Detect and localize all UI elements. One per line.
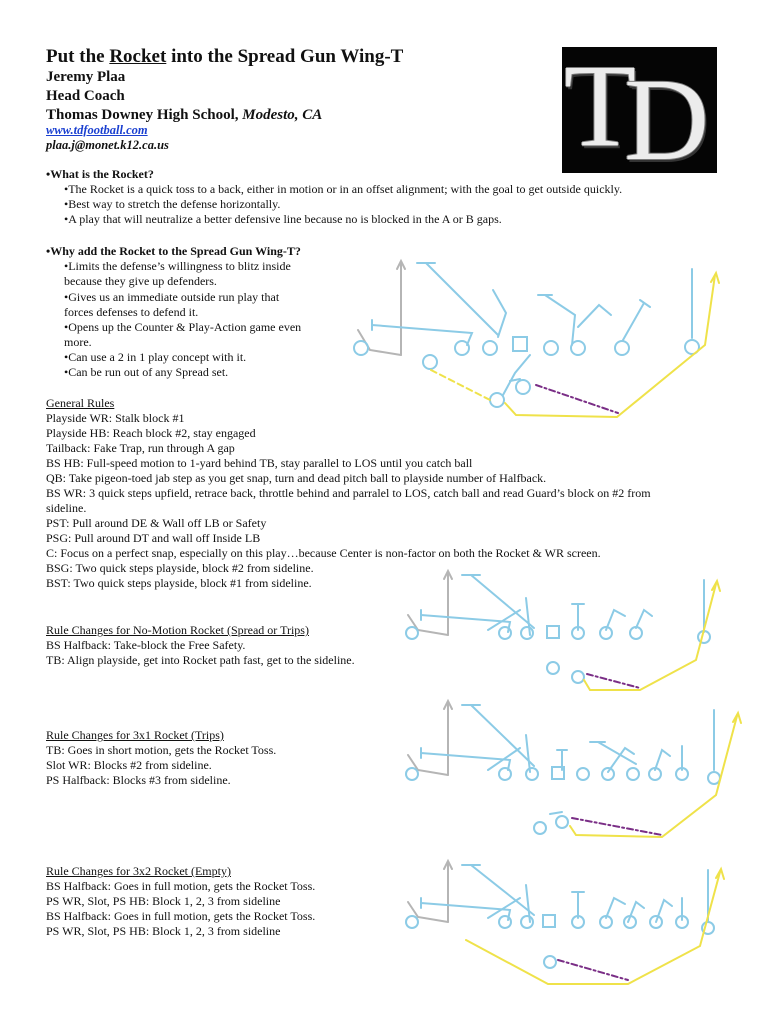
rule-line: BS Halfback: Goes in full motion, gets the Rocket Toss. (46, 879, 316, 893)
rule-line: BST: Two quick steps playside, block #1 from sideline. (46, 576, 312, 590)
title-rocket: Rocket (109, 46, 167, 67)
play-diagram-spread-rocket (340, 255, 730, 425)
rule-line: sideline. (46, 501, 87, 515)
rule-line: Playside WR: Stalk block #1 (46, 411, 185, 425)
email-address: plaa.j@monet.k12.ca.us (46, 138, 169, 152)
rule-line: BSG: Two quick steps playside, block #2 from sideline. (46, 561, 314, 575)
school-name: Thomas Downey High School, Modesto, CA (46, 107, 323, 123)
rule-line: TB: Align playside, get into Rocket path fast, get to the sideline. (46, 653, 355, 667)
what-bullet: •A play that will neutralize a better defensive line because no is blocked in the A or B gaps. (64, 212, 502, 226)
rule-line: QB: Take pigeon-toed jab step as you get snap, turn and dead pitch ball to playside number of Halfback. (46, 471, 547, 485)
what-question: •What is the Rocket? (46, 167, 154, 181)
why-bullet: more. (64, 335, 92, 349)
rule-line: PS Halfback: Blocks #3 from sideline. (46, 773, 231, 787)
play-diagram-nomotion-rocket (400, 570, 740, 695)
why-question: •Why add the Rocket to the Spread Gun Wing-T? (46, 244, 301, 258)
what-bullet: •The Rocket is a quick toss to a back, either in motion or in an offset alignment; with the goal to get outside quickly. (64, 182, 623, 196)
rule-line: PSG: Pull around DT and wall off Inside LB (46, 531, 261, 545)
why-bullet: •Limits the defense’s willingness to blitz inside (64, 259, 291, 273)
nomotion-heading: Rule Changes for No-Motion Rocket (Spread or Trips) (46, 623, 309, 637)
why-bullet: •Opens up the Counter & Play-Action game even (64, 320, 302, 334)
rule-line: Tailback: Fake Trap, run through A gap (46, 441, 235, 455)
trips-heading: Rule Changes for 3x1 Rocket (Trips) (46, 728, 224, 742)
rule-line: C: Focus on a perfect snap, especially on this play…because Center is non-factor on both the Rocket & WR screen. (46, 546, 601, 560)
rule-line: Playside HB: Reach block #2, stay engaged (46, 426, 256, 440)
why-bullet: because they give up defenders. (64, 274, 217, 288)
coach-name: Jeremy Plaa (46, 69, 126, 85)
coach-role: Head Coach (46, 88, 125, 104)
why-bullet: •Can be run out of any Spread set. (64, 365, 229, 379)
rule-line: PS WR, Slot, PS HB: Block 1, 2, 3 from sideline (46, 924, 281, 938)
rule-line: BS HB: Full-speed motion to 1-yard behind TB, stay parallel to LOS until you catch ball (46, 456, 473, 470)
rule-line: TB: Goes in short motion, gets the Rocket Toss. (46, 743, 277, 757)
rule-line: BS Halfback: Goes in full motion, gets the Rocket Toss. (46, 909, 316, 923)
website-link[interactable]: www.tdfootball.com (46, 123, 148, 137)
why-bullet: forces defenses to defend it. (64, 305, 199, 319)
rule-line: PST: Pull around DE & Wall off LB or Safety (46, 516, 267, 530)
play-diagram-trips-rocket (400, 700, 745, 840)
general-rules-heading: General Rules (46, 396, 115, 410)
page-title: Put the Rocket into the Spread Gun Wing-T (46, 46, 404, 67)
td-logo: T D (562, 47, 717, 173)
rule-line: Slot WR: Blocks #2 from sideline. (46, 758, 212, 772)
rule-line: BS Halfback: Take-block the Free Safety. (46, 638, 246, 652)
why-bullet: •Can use a 2 in 1 play concept with it. (64, 350, 247, 364)
rule-line: BS WR: 3 quick steps upfield, retrace back, throttle behind and parralel to LOS, catch ball and read Guard’s block on #2 from (46, 486, 651, 500)
why-bullet: •Gives us an immediate outside run play that (64, 290, 280, 304)
play-diagram-empty-rocket (400, 860, 740, 990)
empty-heading: Rule Changes for 3x2 Rocket (Empty) (46, 864, 231, 878)
rule-line: PS WR, Slot, PS HB: Block 1, 2, 3 from sideline (46, 894, 281, 908)
what-bullet: •Best way to stretch the defense horizontally. (64, 197, 281, 211)
